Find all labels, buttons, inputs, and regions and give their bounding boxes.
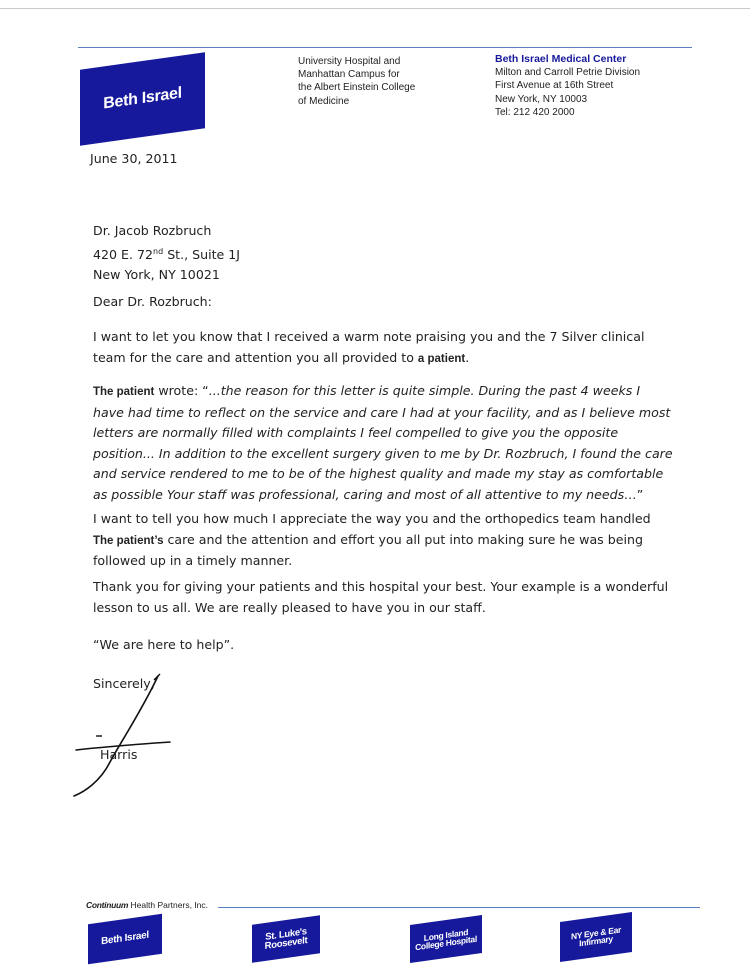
address-line: Milton and Carroll Petrie Division xyxy=(495,67,641,79)
signature-scribble xyxy=(62,670,192,810)
address-street: St., Suite 1J xyxy=(163,246,241,262)
recipient-name: Dr. Jacob Rozbruch xyxy=(93,223,212,238)
p2-lead: wrote: “ xyxy=(154,383,209,398)
p1-bold: a patient xyxy=(417,352,466,365)
affiliation-line: Manhattan Campus for xyxy=(298,69,400,81)
partners-rest: Health Partners, Inc. xyxy=(128,900,208,910)
p3-bold: The patient’s xyxy=(93,534,164,547)
paragraph-2 xyxy=(93,381,673,505)
center-name: Beth Israel Medical Center xyxy=(495,53,627,65)
salutation: Dear Dr. Rozbruch: xyxy=(93,294,212,309)
affiliation-line: of Medicine xyxy=(298,95,350,107)
recipient-address xyxy=(93,242,240,266)
p1-text: I want to let you know that I received a warm note praising you and the 7 Silver clinical team for the care and attention you all provided to xyxy=(93,329,645,365)
partners-label xyxy=(86,900,208,910)
paragraph-3 xyxy=(93,509,673,572)
p2-bold: The patient xyxy=(93,386,155,398)
address-block xyxy=(495,53,695,119)
footer-logo-long-island xyxy=(410,915,482,963)
p2-quote: ...the reason for this letter is quite simple. During the past 4 weeks I have had time to reflect on the service and care I had at your facility, and as I believe most letters are normally filled with complaints I feel compelled to give you the opposite position... In addition to the excellent surgery given to me by Dr. Rozbruch, I found the care and service rendered to me to be of the highest quality and made my stay as comfortable as possible Your staff was professional, caring and most of all attentive to my needs… xyxy=(93,383,673,502)
affiliation-line: University Hospital and xyxy=(298,56,401,67)
address-line: Tel: 212 420 2000 xyxy=(495,106,575,118)
closing: Sincerely, xyxy=(93,676,155,691)
footer-logo-text: Beth Israel xyxy=(101,929,149,948)
scan-edge-line xyxy=(0,8,750,9)
address-line: New York, NY 10003 xyxy=(495,93,588,105)
paragraph-1 xyxy=(93,327,673,369)
paragraph-5: “We are here to help”. xyxy=(93,637,235,652)
letter-date: June 30, 2011 xyxy=(90,151,178,166)
letterhead-rule xyxy=(78,47,692,48)
affiliation-line: the Albert Einstein College xyxy=(298,82,416,94)
address-line: First Avenue at 16th Street xyxy=(495,80,614,92)
recipient-city: New York, NY 10021 xyxy=(93,267,220,283)
signer-name: Harris xyxy=(100,747,138,762)
footer-rule xyxy=(218,907,700,908)
beth-israel-logo xyxy=(80,52,205,146)
partners-bold: Continuum xyxy=(86,900,129,910)
p3-end: care and the attention and effort you all put into making sure he was being followed up in a timely manner. xyxy=(93,531,643,568)
footer-logo-text: Long Island College Hospital xyxy=(415,926,477,953)
paragraph-4: Thank you for giving your patients and this hospital your best. Your example is a wonderful lesson to us all. We are really pleased to have you in our staff. xyxy=(93,579,669,615)
footer-logo-text: NY Eye & Ear Infirmary xyxy=(570,923,622,949)
footer-logo-st-lukes xyxy=(252,915,320,963)
footer-logo-beth-israel xyxy=(88,914,162,964)
recipient-block xyxy=(93,221,240,286)
logo-text: Beth Israel xyxy=(103,84,182,113)
address-ordinal: nd xyxy=(153,246,164,256)
affiliation-block xyxy=(298,55,468,108)
address-number: 420 E. 72 xyxy=(93,246,154,262)
p1-end: . xyxy=(465,349,470,365)
p2-close: ” xyxy=(636,486,644,502)
footer-logo-ny-eye-ear xyxy=(560,912,632,962)
p3-text: I want to tell you how much I appreciate the way you and the orthopedics team handled xyxy=(93,511,651,526)
footer-logo-text: St. Luke's Roosevelt xyxy=(264,925,308,953)
